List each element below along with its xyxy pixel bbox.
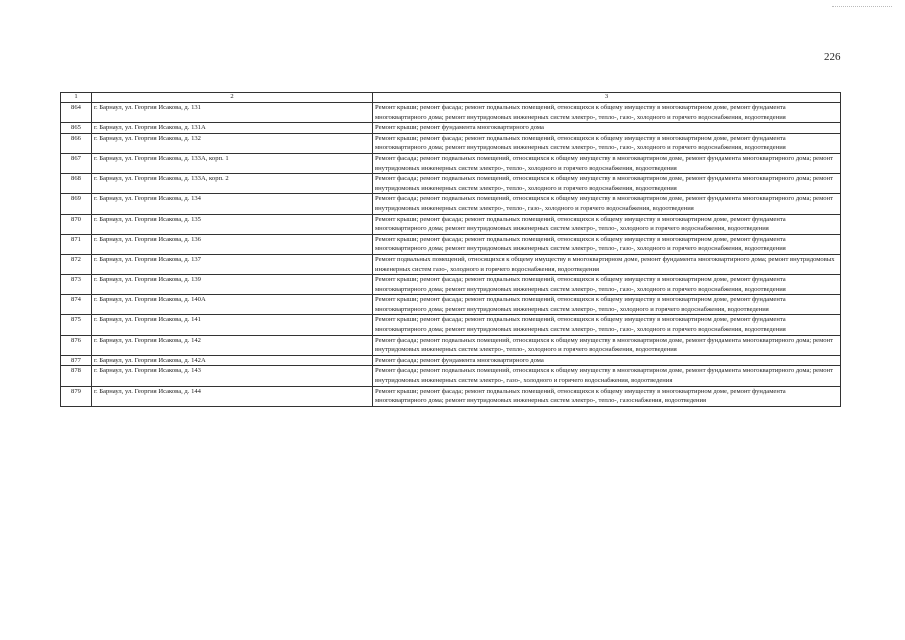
table-row [61, 386, 841, 406]
row-number: 865 [61, 123, 92, 134]
table-row [61, 254, 841, 274]
table-row [61, 123, 841, 134]
row-address: г. Барнаул, ул. Георгия Исакова, д. 134 [92, 194, 373, 214]
row-address: г. Барнаул, ул. Георгия Исакова, д. 142 [92, 335, 373, 355]
table-row [61, 295, 841, 315]
row-number: 867 [61, 153, 92, 173]
row-works: Ремонт фасада; ремонт подвальных помещений, относящихся к общему имуществу в многоквартирном доме, ремонт фундамента многоквартирного дома; ремонт внутридомовых инженерных систем электро-, тепло-, холодного и горячего водоснабжения, водоотведения [373, 153, 841, 173]
row-works: Ремонт крыши; ремонт фасада; ремонт подвальных помещений, относящихся к общему имуществу в многоквартирном доме, ремонт фундамента многоквартирного дома; ремонт внутридомовых инженерных систем электро-, тепло-, холодного и горячего водоснабжения, водоотведения [373, 214, 841, 234]
row-address: г. Барнаул, ул. Георгия Исакова, д. 142А [92, 355, 373, 366]
table-row [61, 335, 841, 355]
row-works: Ремонт крыши; ремонт фундамента многоквартирного дома [373, 123, 841, 134]
row-address: г. Барнаул, ул. Георгия Исакова, д. 143 [92, 366, 373, 386]
row-number: 866 [61, 133, 92, 153]
row-number: 879 [61, 386, 92, 406]
row-works: Ремонт фасада; ремонт подвальных помещений, относящихся к общему имуществу в многоквартирном доме, ремонт фундамента многоквартирного дома; ремонт внутридомовых инженерных систем электро-, газо-, холодного и горячего водоснабжения, водоотведения [373, 366, 841, 386]
row-address: г. Барнаул, ул. Георгия Исакова, д. 137 [92, 254, 373, 274]
row-number: 877 [61, 355, 92, 366]
row-address: г. Барнаул, ул. Георгия Исакова, д. 136 [92, 234, 373, 254]
row-works: Ремонт крыши; ремонт фасада; ремонт подвальных помещений, относящихся к общему имуществу в многоквартирном доме, ремонт фундамента многоквартирного дома; ремонт внутридомовых инженерных систем электро-, тепло-, холодного и горячего водоснабжения, водоотведения [373, 295, 841, 315]
table-row [61, 275, 841, 295]
registry-table [60, 92, 841, 407]
table-header [61, 93, 841, 103]
row-works: Ремонт фасада; ремонт фундамента многоквартирного дома [373, 355, 841, 366]
row-number: 864 [61, 103, 92, 123]
table-row [61, 214, 841, 234]
row-address: г. Барнаул, ул. Георгия Исакова, д. 131 [92, 103, 373, 123]
row-address: г. Барнаул, ул. Георгия Исакова, д. 133А, корп. 1 [92, 153, 373, 173]
row-works: Ремонт крыши; ремонт фасада; ремонт подвальных помещений, относящихся к общему имуществу в многоквартирном доме, ремонт фундамента многоквартирного дома; ремонт внутридомовых инженерных систем электро-, тепло-, газо-, холодного и горячего водоснабжения, водоотведения [373, 275, 841, 295]
table-body [61, 103, 841, 407]
row-number: 873 [61, 275, 92, 295]
table-row [61, 234, 841, 254]
row-works: Ремонт крыши; ремонт фасада; ремонт подвальных помещений, относящихся к общему имуществу в многоквартирном доме, ремонт фундамента многоквартирного дома; ремонт внутридомовых инженерных систем электро-, тепло-, газо-, холодного и горячего водоснабжения, водоотведения [373, 103, 841, 123]
page-number: 226 [824, 51, 841, 63]
table-row [61, 133, 841, 153]
table-row [61, 174, 841, 194]
row-address: г. Барнаул, ул. Георгия Исакова, д. 133А, корп. 2 [92, 174, 373, 194]
scan-artifact [832, 6, 892, 8]
row-works: Ремонт крыши; ремонт фасада; ремонт подвальных помещений, относящихся к общему имуществу в многоквартирном доме, ремонт фундамента многоквартирного дома; ремонт внутридомовых инженерных систем электро-, тепло-, газоснабжения, водоотведения [373, 386, 841, 406]
row-works: Ремонт подвальных помещений, относящихся к общему имуществу в многоквартирном доме, ремонт фундамента многоквартирного дома; ремонт внутридомовых инженерных систем газо-, холодного и горячего водоснабжения, водоотведения [373, 254, 841, 274]
row-works: Ремонт крыши; ремонт фасада; ремонт подвальных помещений, относящихся к общему имуществу в многоквартирном доме, ремонт фундамента многоквартирного дома; ремонт внутридомовых инженерных систем электро-, тепло-, газо-, холодного и горячего водоснабжения, водоотведения [373, 234, 841, 254]
row-address: г. Барнаул, ул. Георгия Исакова, д. 135 [92, 214, 373, 234]
row-address: г. Барнаул, ул. Георгия Исакова, д. 139 [92, 275, 373, 295]
column-header-number: 1 [61, 93, 92, 103]
row-number: 875 [61, 315, 92, 335]
row-number: 874 [61, 295, 92, 315]
row-address: г. Барнаул, ул. Георгия Исакова, д. 141 [92, 315, 373, 335]
row-number: 876 [61, 335, 92, 355]
table-row [61, 194, 841, 214]
row-address: г. Барнаул, ул. Георгия Исакова, д. 131А [92, 123, 373, 134]
row-works: Ремонт фасада; ремонт подвальных помещений, относящихся к общему имуществу в многоквартирном доме, ремонт фундамента многоквартирного дома; ремонт внутридомовых инженерных систем электро-, тепло-, газо-, холодного и горячего водоснабжения, водоотведения [373, 194, 841, 214]
row-address: г. Барнаул, ул. Георгия Исакова, д. 132 [92, 133, 373, 153]
table-row [61, 355, 841, 366]
row-works: Ремонт фасада; ремонт подвальных помещений, относящихся к общему имуществу в многоквартирном доме, ремонт фундамента многоквартирного дома; ремонт внутридомовых инженерных систем электро-, тепло-, холодного и горячего водоснабжения, водоотведения [373, 335, 841, 355]
table-row [61, 153, 841, 173]
table-row [61, 103, 841, 123]
row-number: 869 [61, 194, 92, 214]
row-number: 872 [61, 254, 92, 274]
header-row [61, 93, 841, 103]
row-address: г. Барнаул, ул. Георгия Исакова, д. 144 [92, 386, 373, 406]
row-number: 871 [61, 234, 92, 254]
row-number: 878 [61, 366, 92, 386]
row-works: Ремонт крыши; ремонт фасада; ремонт подвальных помещений, относящихся к общему имуществу в многоквартирном доме, ремонт фундамента многоквартирного дома; ремонт внутридомовых инженерных систем электро-, тепло-, газо-, холодного и горячего водоснабжения, водоотведения [373, 133, 841, 153]
row-number: 870 [61, 214, 92, 234]
row-works: Ремонт фасада; ремонт подвальных помещений, относящихся к общему имуществу в многоквартирном доме, ремонт фундамента многоквартирного дома; ремонт внутридомовых инженерных систем электро-, тепло-, холодного и горячего водоснабжения, водоотведения [373, 174, 841, 194]
row-address: г. Барнаул, ул. Георгия Исакова, д. 140А [92, 295, 373, 315]
table-row [61, 315, 841, 335]
column-header-works: 3 [373, 93, 841, 103]
row-works: Ремонт крыши; ремонт фасада; ремонт подвальных помещений, относящихся к общему имуществу в многоквартирном доме, ремонт фундамента многоквартирного дома; ремонт внутридомовых инженерных систем электро-, тепло-, газо-, холодного и горячего водоснабжения, водоотведения [373, 315, 841, 335]
column-header-address: 2 [92, 93, 373, 103]
row-number: 868 [61, 174, 92, 194]
table-row [61, 366, 841, 386]
